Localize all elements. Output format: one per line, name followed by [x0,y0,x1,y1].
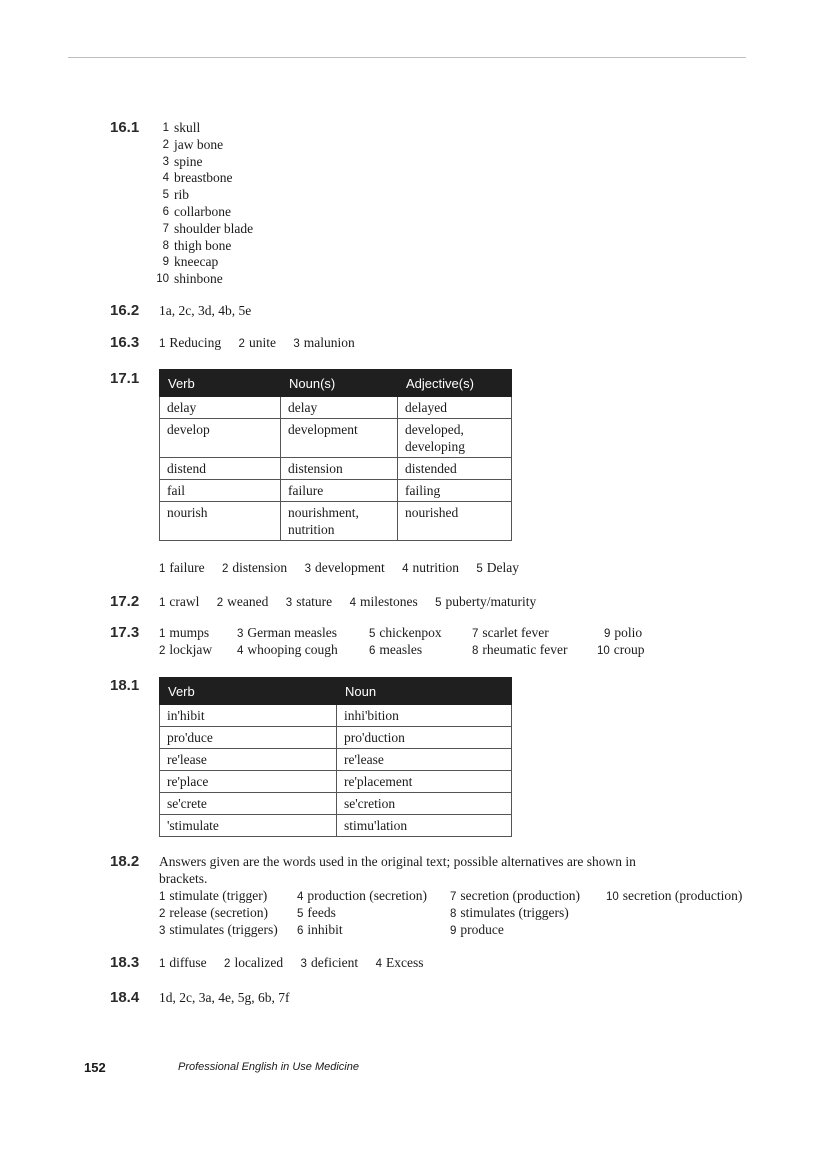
answers-17-1 [159,560,533,578]
list-item: 5 puberty/maturity [435,594,537,609]
answer-text: 1d, 2c, 3a, 4e, 5g, 6b, 7f [159,990,290,1005]
list-item: 3 spine [162,153,203,169]
list-item: 5 Delay [476,560,519,575]
list-item: 4 nutrition [402,560,459,575]
list-item: 5 chickenpox [369,625,442,640]
section-number: 18.4 [110,989,140,1006]
section-number: 17.1 [110,370,140,387]
list-item: 10 secretion (production) [606,888,743,903]
answer-list [147,120,253,288]
table-cell: pro'duce [160,727,337,749]
section-number: 18.1 [110,677,140,694]
list-item: 1 Reducing [159,335,222,350]
table-cell: distend [160,458,281,480]
table-row [160,793,512,815]
column-header: Adjective(s) [398,370,512,397]
table-cell: re'place [160,771,337,793]
table-row [160,727,512,749]
table-header-row [160,678,512,705]
table-cell: se'cretion [337,793,512,815]
list-item: 1 stimulate (trigger) [159,888,268,903]
list-item: 8 stimulates (triggers) [450,905,569,920]
book-title: Professional English in Use Medicine [178,1061,359,1073]
list-item: 3 stimulates (triggers) [159,922,278,937]
table-cell: failure [281,480,398,502]
table-cell: pro'duction [337,727,512,749]
list-item: 7 secretion (production) [450,888,580,903]
table-cell: distended [398,458,512,480]
section-number: 17.3 [110,624,140,641]
section-number: 18.2 [110,853,140,870]
header-rule [68,57,746,58]
list-item: 9 produce [450,922,504,937]
table-row [160,771,512,793]
list-item: 5 rib [162,187,189,203]
list-item: 3 deficient [300,955,359,970]
list-item: 7 scarlet fever [472,625,549,640]
intro-text: Answers given are the words used in the original text; possible alternatives are shown in brackets. [159,854,636,886]
list-item: 10 croup [597,642,645,657]
table-cell: 'stimulate [160,815,337,837]
list-item: 9 kneecap [162,254,219,270]
table-cell: distension [281,458,398,480]
table-cell: development [281,419,398,458]
table-cell: delayed [398,397,512,419]
section-number: 16.3 [110,334,140,351]
column-header: Noun(s) [281,370,398,397]
list-item: 4 milestones [349,594,418,609]
list-item: 8 thigh bone [162,237,232,253]
table-row [160,480,512,502]
list-item: 2 lockjaw [159,642,213,657]
list-item: 2 localized [224,955,284,970]
list-item: 6 inhibit [297,922,343,937]
list-item: 3 development [304,560,385,575]
answer-text: 1a, 2c, 3d, 4b, 5e [159,303,252,318]
table-cell: delay [281,397,398,419]
page-number: 152 [84,1060,106,1075]
list-item: 9 polio [604,625,643,640]
list-item: 2 jaw bone [162,136,224,152]
list-item: 1 failure [159,560,205,575]
table-row [160,458,512,480]
table-cell: fail [160,480,281,502]
list-item: 1 crawl [159,594,200,609]
list-item: 1 skull [162,120,201,135]
list-item: 2 weaned [216,594,269,609]
list-item: 7 shoulder blade [162,220,254,236]
list-item: 6 measles [369,642,423,657]
list-item: 6 collarbone [162,203,231,219]
list-item: 3 German measles [237,625,337,640]
list-item: 4 whooping cough [237,642,338,657]
table-cell: failing [398,480,512,502]
list-item: 4 breastbone [162,170,233,186]
section-number: 16.1 [110,119,140,136]
list-item: 4 production (secretion) [297,888,427,903]
table-cell: nourished [398,502,512,541]
table-header-row [160,370,512,397]
word-stress-table-18-1 [159,677,512,837]
table-cell: re'lease [337,749,512,771]
list-item: 2 distension [222,560,288,575]
table-cell: nourish [160,502,281,541]
table-cell: stimu'lation [337,815,512,837]
answer-inline [159,594,550,612]
table-row [160,419,512,458]
column-header: Verb [160,370,281,397]
list-item: 10 shinbone [156,271,223,287]
table-row [160,815,512,837]
table-cell: re'lease [160,749,337,771]
list-item: 1 diffuse [159,955,207,970]
table-row [160,502,512,541]
table-cell: re'placement [337,771,512,793]
list-item: 1 mumps [159,625,210,640]
column-header: Verb [160,678,337,705]
answer-inline [159,955,437,973]
list-item: 3 malunion [293,335,355,350]
section-number: 18.3 [110,954,140,971]
table-row [160,705,512,727]
table-cell: developed, developing [398,419,512,458]
answer-inline [159,335,369,353]
table-cell: delay [160,397,281,419]
list-item: 8 rheumatic fever [472,642,568,657]
table-cell: develop [160,419,281,458]
section-number: 17.2 [110,593,140,610]
table-cell: inhi'bition [337,705,512,727]
list-item: 5 feeds [297,905,336,920]
table-cell: in'hibit [160,705,337,727]
list-item: 3 stature [285,594,333,609]
section-number: 16.2 [110,302,140,319]
list-item: 4 Excess [375,955,424,970]
table-cell: se'crete [160,793,337,815]
table-cell: nourishment, nutrition [281,502,398,541]
list-item: 2 unite [238,335,276,350]
list-item: 2 release (secretion) [159,905,268,920]
table-row [160,397,512,419]
word-forms-table-17-1 [159,369,512,541]
table-row [160,749,512,771]
column-header: Noun [337,678,512,705]
